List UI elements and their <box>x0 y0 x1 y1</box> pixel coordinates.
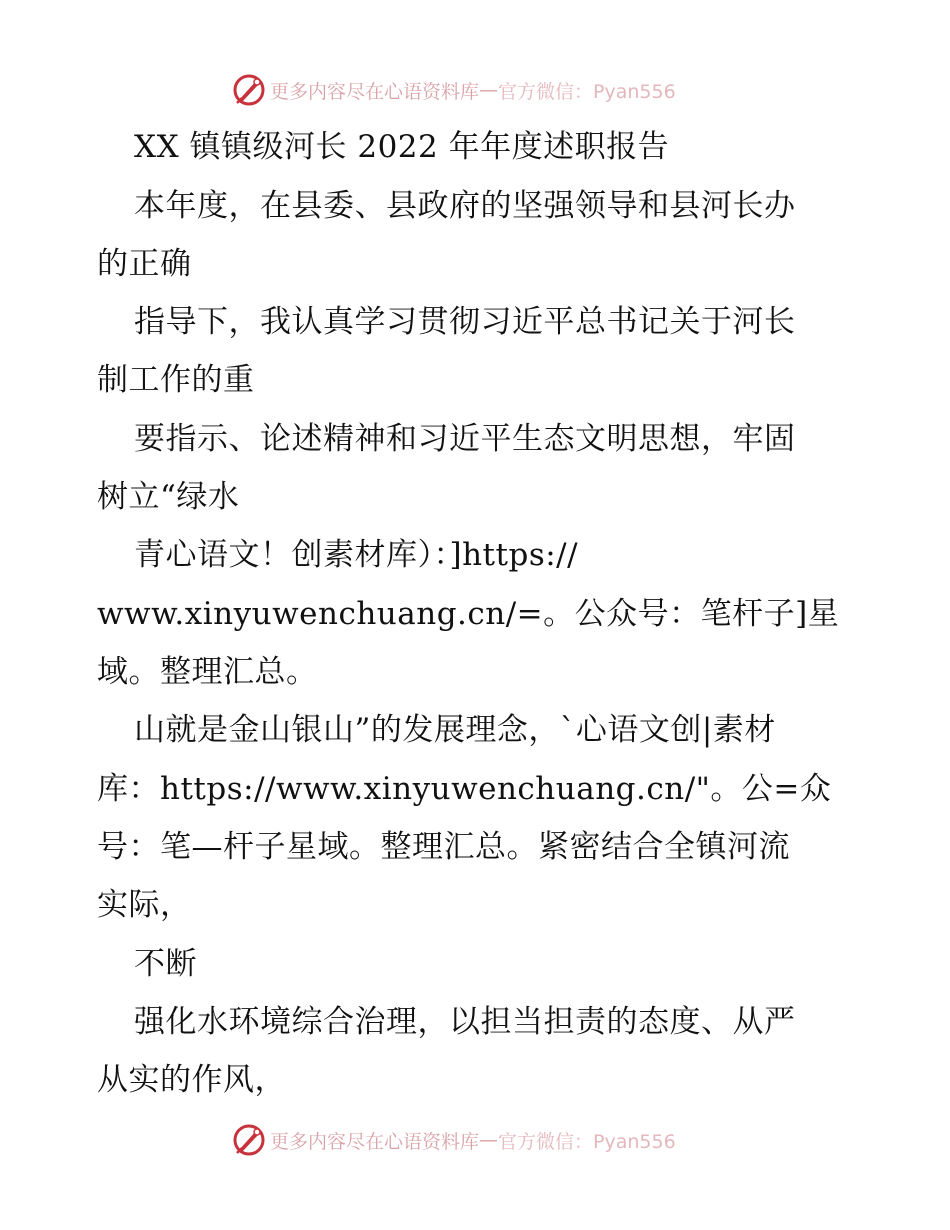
banner-wechat-text: 官方微信：Pyan556 <box>498 80 676 103</box>
banner-separator: — <box>479 79 499 101</box>
document-line: 库：https://www.xinyuwenchuang.cn/"。公=众 <box>97 771 832 807</box>
banner-separator: — <box>479 1129 499 1151</box>
document-line: 制工作的重 <box>97 362 255 398</box>
document-line: 域。整理汇总。 <box>97 654 318 690</box>
document-line: 要指示、论述精神和习近平生态文明思想，牢固 <box>134 421 796 457</box>
document-line: 山就是金山银山”的发展理念，`心语文创|素材 <box>134 712 776 748</box>
document-line: www.xinyuwenchuang.cn/=。公众号：笔杆子]星 <box>97 596 840 632</box>
document-line: 本年度，在县委、县政府的坚强领导和县河长办 <box>134 188 796 224</box>
document-line: 从实的作风， <box>97 1062 286 1098</box>
document-title: XX 镇镇级河长 2022 年年度述职报告 <box>134 129 670 165</box>
document-line: 强化水环境综合治理，以担当担责的态度、从严 <box>134 1004 796 1040</box>
banner-main-text: 更多内容尽在心语资料库 <box>270 1130 480 1153</box>
document-line: 实际， <box>97 887 192 923</box>
document-line: 号：笔—杆子星域。整理汇总。紧密结合全镇河流 <box>97 829 790 865</box>
quill-pen-logo-icon <box>232 1123 266 1157</box>
document-line: 指导下，我认真学习贯彻习近平总书记关于河长 <box>134 304 796 340</box>
banner-wechat-text: 官方微信：Pyan556 <box>498 1130 676 1153</box>
document-line: 不断 <box>134 946 197 982</box>
banner-main-text: 更多内容尽在心语资料库 <box>270 80 480 103</box>
document-line: 的正确 <box>97 246 192 282</box>
footer-watermark-banner <box>232 1120 676 1160</box>
document-line: 树立“绿水 <box>97 479 240 515</box>
document-line: 青心语文！创素材库）：]https:// <box>134 537 579 573</box>
